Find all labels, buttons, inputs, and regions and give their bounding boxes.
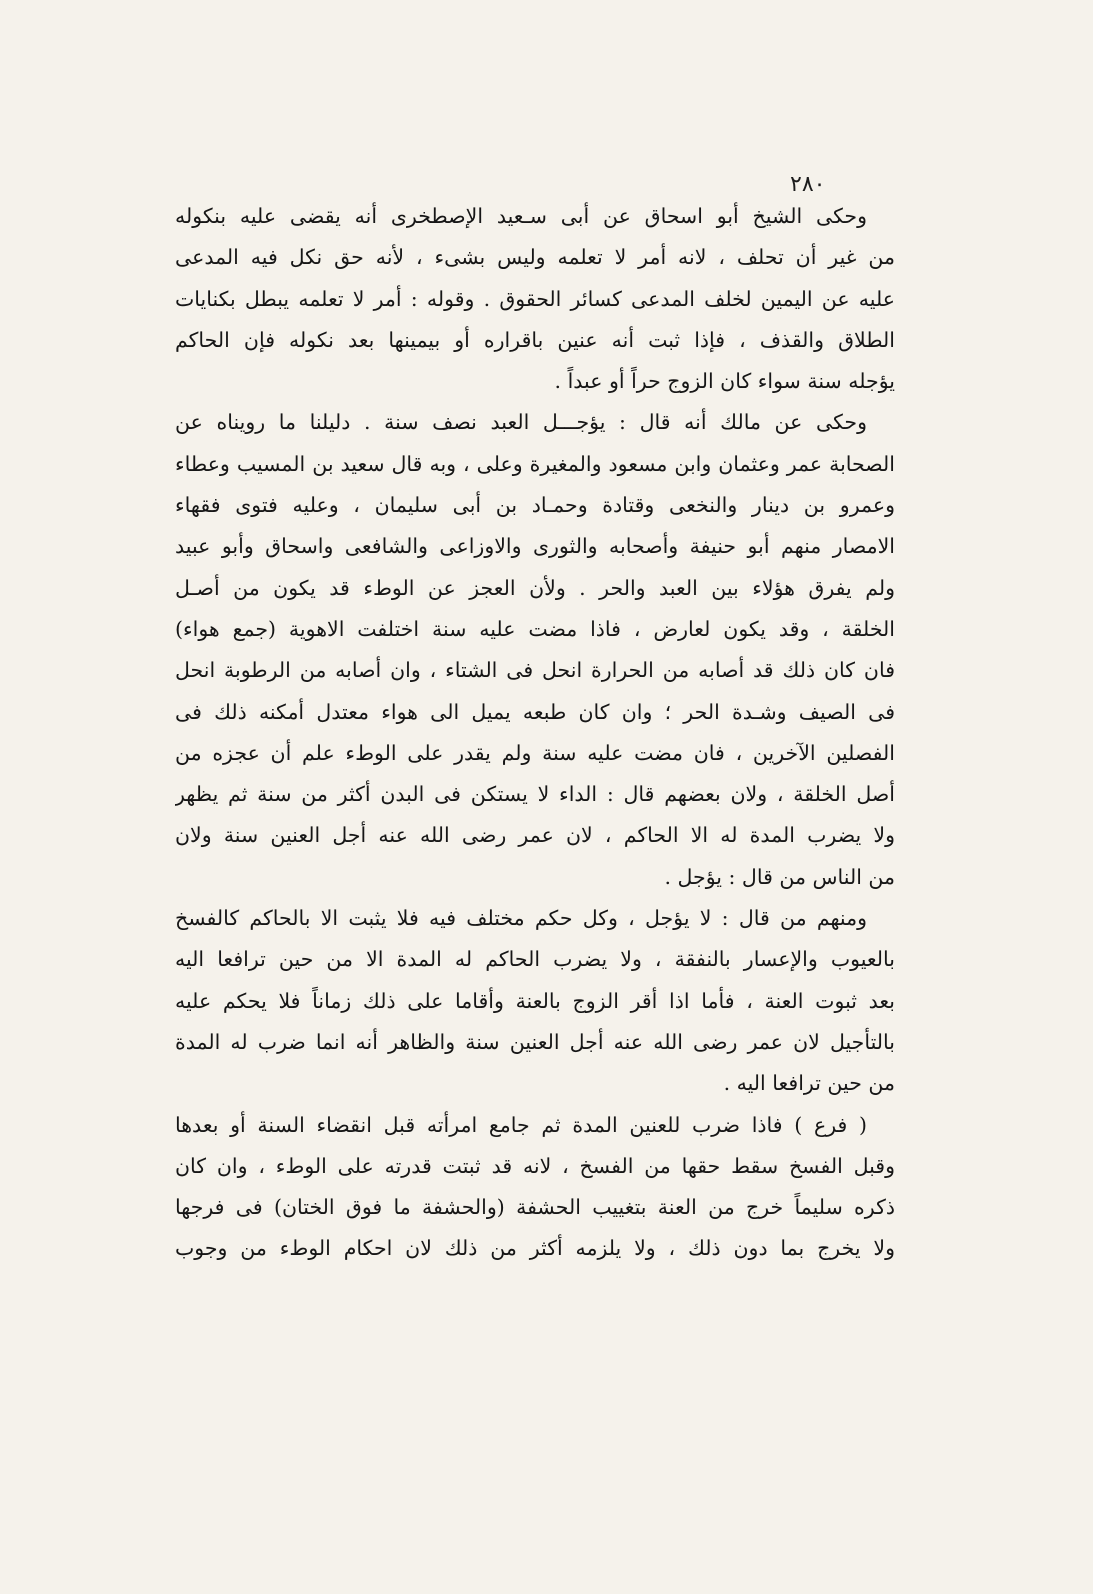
text-line: الخلقة ، وقد يكون لعارض ، فاذا مضت عليه سنة اختلفت الاهوية (جمع هواء) xyxy=(175,616,895,641)
text-line: من غير أن تحلف ، لانه أمر لا تعلمه وليس بشىء ، لأنه حق نكل فيه المدعى xyxy=(175,245,895,270)
text-line: ( فرع ) فاذا ضرب للعنين المدة ثم جامع امرأته قبل انقضاء السنة أو بعدها xyxy=(175,1112,867,1137)
text-line: يؤجله سنة سواء كان الزوج حراً أو عبداً . xyxy=(554,369,895,394)
text-line: ولا يضرب المدة له الا الحاكم ، لان عمر رضى الله عنه أجل العنين سنة ولان xyxy=(175,823,895,848)
paragraph xyxy=(175,196,895,402)
text-line: فان كان ذلك قد أصابه من الحرارة انحل فى الشتاء ، وان أصابه من الرطوبة انحل xyxy=(175,658,895,683)
paragraph xyxy=(175,1105,895,1270)
text-line: الامصار منهم أبو حنيفة وأصحابه والثورى والاوزاعى والشافعى واسحاق وأبو عبيد xyxy=(175,534,895,559)
page-number: ٢٨٠ xyxy=(790,172,826,197)
text-line: وعمرو بن دينار والنخعى وقتادة وحمـاد بن أبى سليمان ، وعليه فتوى فقهاء xyxy=(175,493,895,518)
text-line: وحكى عن مالك أنه قال : يؤجـــل العبد نصف سنة . دليلنا ما رويناه عن xyxy=(175,410,867,435)
text-line: بعد ثبوت العنة ، فأما اذا أقر الزوج بالعنة وأقاما على ذلك زماناً فلا يحكم عليه xyxy=(175,988,895,1013)
text-line: ذكره سليماً خرج من العنة بتغييب الحشفة (والحشفة ما فوق الختان) فى فرجها xyxy=(175,1195,895,1220)
text-line: بالعيوب والإعسار بالنفقة ، ولا يضرب الحاكم له المدة الا من حين ترافعا اليه xyxy=(175,947,895,972)
text-line: وقبل الفسخ سقط حقها من الفسخ ، لانه قد ثبتت قدرته على الوطء ، وان كان xyxy=(175,1153,895,1178)
text-line: ولم يفرق هؤلاء بين العبد والحر . ولأن العجز عن الوطء قد يكون من أصـل xyxy=(175,575,895,600)
text-line: من الناس من قال : يؤجل . xyxy=(664,864,895,889)
text-line: أصل الخلقة ، ولان بعضهم قال : الداء لا يستكن فى البدن أكثر من سنة ثم يظهر xyxy=(175,782,895,807)
text-line: الصحابة عمر وعثمان وابن مسعود والمغيرة وعلى ، وبه قال سعيد بن المسيب وعطاء xyxy=(175,451,895,476)
text-line: ومنهم من قال : لا يؤجل ، وكل حكم مختلف فيه فلا يثبت الا بالحاكم كالفسخ xyxy=(175,906,867,931)
text-line: الطلاق والقذف ، فإذا ثبت أنه عنين باقراره أو بيمينها بعد نكوله فإن الحاكم xyxy=(175,327,895,352)
text-line: فى الصيف وشـدة الحر ؛ وان كان طبعه يميل الى هواء معتدل أمكنه ذلك فى xyxy=(175,699,895,724)
text-line: وحكى الشيخ أبو اسحاق عن أبى سـعيد الإصطخرى أنه يقضى عليه بنكوله xyxy=(175,204,867,228)
text-line: الفصلين الآخرين ، فان مضت عليه سنة ولم يقدر على الوطء علم أن عجزه من xyxy=(175,740,895,765)
paragraph xyxy=(175,898,895,1104)
text-line: من حين ترافعا اليه . xyxy=(723,1071,895,1096)
text-line: ولا يخرج بما دون ذلك ، ولا يلزمه أكثر من ذلك لان احكام الوطء من وجوب xyxy=(175,1236,895,1261)
text-line: بالتأجيل لان عمر رضى الله عنه أجل العنين سنة والظاهر أنه انما ضرب له المدة xyxy=(175,1029,895,1054)
body-text xyxy=(175,196,895,1270)
paragraph xyxy=(175,402,895,898)
text-line: عليه عن اليمين لخلف المدعى كسائر الحقوق . وقوله : أمر لا تعلمه يبطل بكنايات xyxy=(175,286,895,311)
